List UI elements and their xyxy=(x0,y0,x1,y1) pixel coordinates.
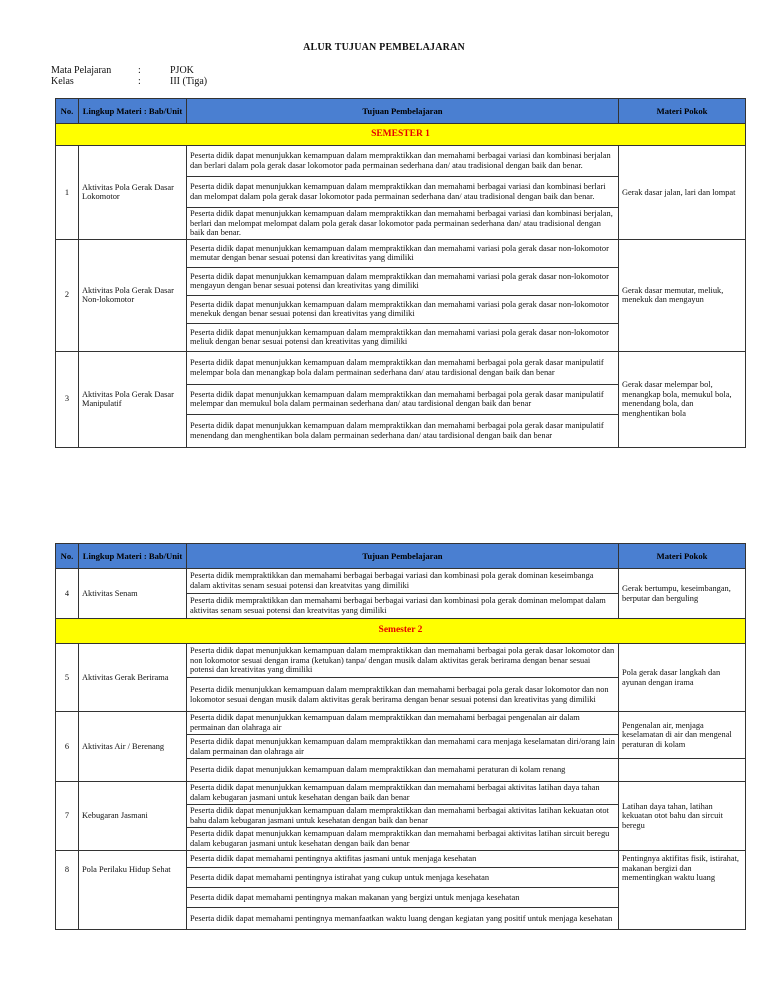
tujuan-cell: Peserta didik dapat menunjukkan kemampuan dalam mempraktikkan dan memahami berbagai pola gerak dasar manipulatif melempar bola dan menangkap bola dalam permainan sederhana dan/ atau tardisional dengan baik dan benar xyxy=(187,351,619,384)
table-row xyxy=(56,351,746,384)
table-row xyxy=(56,782,746,805)
document-title: ALUR TUJUAN PEMBELAJARAN xyxy=(303,42,465,53)
tujuan-cell: Peserta didik dapat menunjukkan kemampuan dalam mempraktikkan dan memahami variasi pola gerak dasar non-lokomotor meliuk dengan benar sesuai potensi dan kreativitas yang dimiliki xyxy=(187,323,619,351)
table-semester-1 xyxy=(55,98,746,448)
header-tujuan: Tujuan Pembelajaran xyxy=(187,99,619,124)
semester-2-label: Semester 2 xyxy=(56,619,746,644)
tujuan-cell: Peserta didik dapat menunjukkan kemampuan dalam mempraktikkan dan memahami berbagai pengenalan air dalam permainan dan olahraga air xyxy=(187,712,619,735)
unit-number: 4 xyxy=(56,569,79,619)
materi-cell: Gerak bertumpu, keseimbangan, berputar dan berguling xyxy=(619,569,746,619)
tujuan-cell: Peserta didik dapat menunjukkan kemampuan dalam mempraktikkan dan memahami berbagai pola gerak dasar manipulatif menendang dan menghentikan bola dalam permainan sederhana dan/ atau tardisional dengan baik dan benar xyxy=(187,414,619,447)
tujuan-cell: Peserta didik dapat menunjukkan kemampuan dalam mempraktikkan dan memahami berbagai variasi dan kombinasi berjalan, berlari dan melompat melompat dalam pola gerak dasar lokomotor pada permainan sederhana dan/ atau tradisional dengan baik dan benar. xyxy=(187,208,619,240)
unit-name: Aktivitas Pola Gerak Dasar Lokomotor xyxy=(79,146,187,240)
materi-cell: Latihan daya tahan, latihan kekuatan otot bahu dan sircuit beregu xyxy=(619,782,746,851)
table-row xyxy=(56,851,746,868)
materi-cell: Gerak dasar memutar, meliuk, menekuk dan mengayun xyxy=(619,239,746,351)
table-row xyxy=(56,644,746,678)
header-lingkup: Lingkup Materi : Bab/Unit xyxy=(79,99,187,124)
table-header-row xyxy=(56,99,746,124)
table-row xyxy=(56,712,746,735)
unit-name: Aktivitas Pola Gerak Dasar Non-lokomotor xyxy=(79,239,187,351)
materi-cell: Pengenalan air, menjaga keselamatan di air dan mengenal peraturan di kolam xyxy=(619,712,746,759)
tujuan-cell: Peserta didik dapat menunjukkan kemampuan dalam mempraktikkan dan memahami cara menjaga keselamatan diri/orang lain dalam permainan dan olahraga air xyxy=(187,735,619,759)
tujuan-cell: Peserta didik dapat menunjukkan kemampuan dalam mempraktikkan dan memahami berbagai aktivitas latihan kekuatan otot bahu dalam kebugaran jasmani untuk kesehatan dengan baik dan benar xyxy=(187,805,619,828)
tujuan-cell: Peserta didik dapat memahami pentingnya memanfaatkan waktu luang dengan kegiatan yang positif untuk menjaga kesehatan xyxy=(187,908,619,930)
unit-name: Aktivitas Air / Berenang xyxy=(79,712,187,782)
table-header-row xyxy=(56,544,746,569)
meta-label: Mata Pelajaran xyxy=(51,65,112,76)
tujuan-cell: Peserta didik mempraktikkan dan memahami berbagai berbagai variasi dan kombinasi pola gerak dominan melompat dalam aktivitas senam sesuai potensi dan kreatvitas yang dimiliki xyxy=(187,594,619,619)
table-row xyxy=(56,146,746,177)
header-materi: Materi Pokok xyxy=(619,99,746,124)
tujuan-cell: Peserta didik dapat menunjukkan kemampuan dalam mempraktikkan dan memahami berbagai aktivitas latihan daya tahan dalam kebugaran jasmani untuk kesehatan dengan baik dan benar xyxy=(187,782,619,805)
table-row xyxy=(56,569,746,594)
unit-number: 8 xyxy=(56,851,79,930)
unit-name: Pola Perilaku Hidup Sehat xyxy=(79,851,187,930)
tujuan-cell: Peserta didik dapat menunjukkan kemampuan dalam mempraktikkan dan memahami variasi pola gerak dasar non-lokomotor menekuk dengan benar sesuai potensi dan kreativitas yang dimiliki xyxy=(187,295,619,323)
unit-number: 1 xyxy=(56,146,79,240)
table-semester-2 xyxy=(55,543,746,930)
tujuan-cell: Peserta didik dapat menunjukkan kemampuan dalam mempraktikkan dan memahami peraturan di kolam renang xyxy=(187,759,619,782)
meta-label: Kelas xyxy=(51,76,74,87)
materi-cell: Gerak dasar melempar bol, menangkap bola, memukul bola, menendang bola, dan menghentikan bola xyxy=(619,351,746,447)
materi-cell: Pola gerak dasar langkah dan ayunan dengan irama xyxy=(619,644,746,712)
tujuan-cell: Peserta didik dapat memahami pentingnya aktifitas jasmani untuk menjaga kesehatan xyxy=(187,851,619,868)
tujuan-cell: Peserta didik dapat menunjukkan kemampuan dalam mempraktikkan dan memahami berbagai variasi dan kombinasi berlari dan melompat dalam pola gerak dasar lokomotor pada permainan sederhana dan/ atau tradisional dengan baik dan benar. xyxy=(187,177,619,208)
semester-row xyxy=(56,619,746,644)
meta-value: III (Tiga) xyxy=(170,76,208,87)
unit-name: Kebugaran Jasmani xyxy=(79,782,187,851)
materi-cell: Pentingnya aktifitas fisik, istirahat, makanan bergizi dan mementingkan waktu luang xyxy=(619,851,746,930)
tujuan-cell: Peserta didik mempraktikkan dan memahami berbagai berbagai variasi dan kombinasi pola gerak dominan keseimbanga dalam aktivitas senam sesuai potensi dan kreatvitas yang dimiliki xyxy=(187,569,619,594)
semester-1-label: SEMESTER 1 xyxy=(56,124,746,146)
unit-name: Aktivitas Senam xyxy=(79,569,187,619)
unit-name: Aktivitas Gerak Berirama xyxy=(79,644,187,712)
header-materi: Materi Pokok xyxy=(619,544,746,569)
unit-number: 2 xyxy=(56,239,79,351)
tujuan-cell: Peserta didik dapat memahami pentingnya makan makanan yang bergizi untuk menjaga kesehatan xyxy=(187,888,619,908)
meta-value: PJOK xyxy=(170,65,194,76)
tujuan-cell: Peserta didik dapat menunjukkan kemampuan dalam mempraktikkan dan memahami variasi pola gerak dasar non-lokomotor mengayun dengan benar sesuai potensi dan kreativitas yang dimiliki xyxy=(187,267,619,295)
materi-cell-empty xyxy=(619,759,746,782)
meta-sep: : xyxy=(138,76,141,87)
header-lingkup: Lingkup Materi : Bab/Unit xyxy=(79,544,187,569)
unit-number: 5 xyxy=(56,644,79,712)
unit-number: 7 xyxy=(56,782,79,851)
meta-sep: : xyxy=(138,65,141,76)
semester-row xyxy=(56,124,746,146)
table-row xyxy=(56,239,746,267)
unit-number: 6 xyxy=(56,712,79,782)
tujuan-cell: Peserta didik dapat menunjukkan kemampuan dalam mempraktikkan dan memahami berbagai pola gerak dasar lokomotor dan non lokomotor sesuai dengan irama (ketukan) tanpa/ dengan musik dalam aktivitas gerak berirama dengan benar sesuai potensi dan kreativitas yang dimiliki xyxy=(187,644,619,678)
tujuan-cell: Peserta didik menunjukkan kemampuan dalam mempraktikkan dan memahami berbagai pola gerak dasar lokomotor dan non lokomotor sesuai dengan musik dalam aktivitas gerak berirama dengan benar sesuai potensi dan kreativitas yang dimiliki xyxy=(187,678,619,712)
materi-cell: Gerak dasar jalan, lari dan lompat xyxy=(619,146,746,240)
header-no: No. xyxy=(56,544,79,569)
header-no: No. xyxy=(56,99,79,124)
tujuan-cell: Peserta didik dapat menunjukkan kemampuan dalam mempraktikkan dan memahami berbagai aktivitas latihan sircuit beregu dalam kebugaran jasmani untuk kesehatan dengan baik dan benar xyxy=(187,828,619,851)
unit-number: 3 xyxy=(56,351,79,447)
tujuan-cell: Peserta didik dapat menunjukkan kemampuan dalam mempraktikkan dan memahami berbagai variasi dan kombinasi berjalan dan berlari dalam pola gerak dasar lokomotor pada permainan sederhana dan/ atau tradisional dengan baik dan benar. xyxy=(187,146,619,177)
tujuan-cell: Peserta didik dapat memahami pentingnya istirahat yang cukup untuk menjaga kesehatan xyxy=(187,868,619,888)
tujuan-cell: Peserta didik dapat menunjukkan kemampuan dalam mempraktikkan dan memahami variasi pola gerak dasar non-lokomotor memutar dengan benar sesuai potensi dan kreativitas yang dimiliki xyxy=(187,239,619,267)
header-tujuan: Tujuan Pembelajaran xyxy=(187,544,619,569)
unit-name: Aktivitas Pola Gerak Dasar Manipulatif xyxy=(79,351,187,447)
tujuan-cell: Peserta didik dapat menunjukkan kemampuan dalam mempraktikkan dan memahami berbagai pola gerak dasar manipulatif melempar dan memukul bola dalam permainan sederhana dan/ atau tardisional dengan baik dan benar xyxy=(187,384,619,414)
